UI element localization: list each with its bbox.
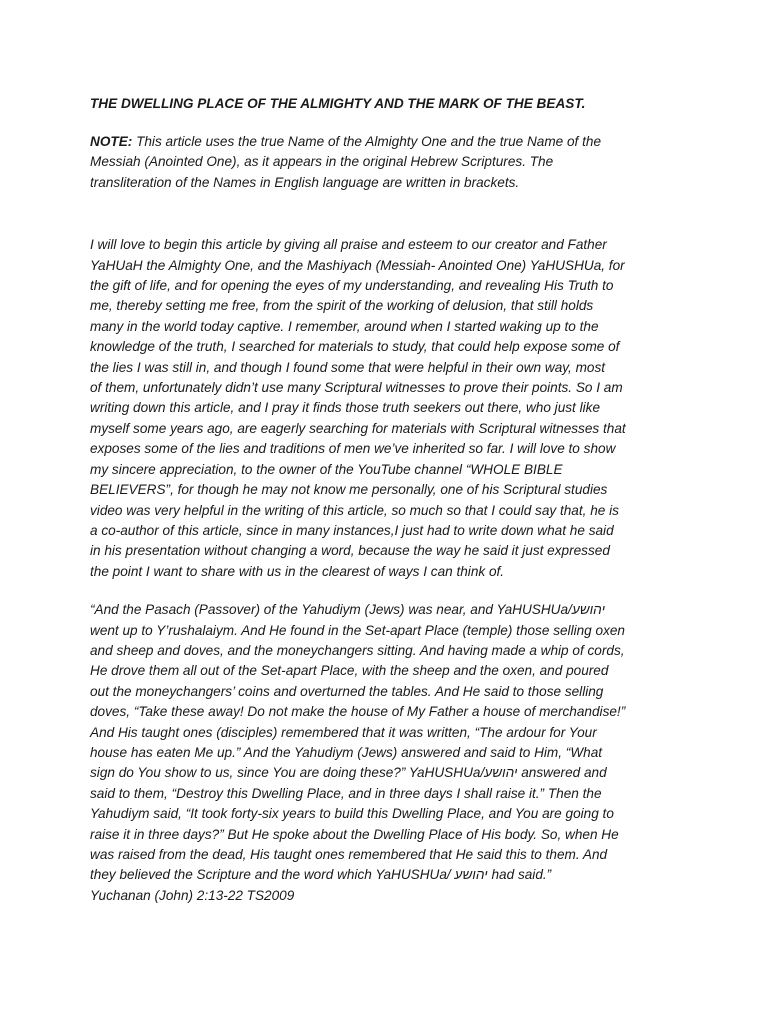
note-text-1: This article uses the true Name of the Almighty One and the true Name of the bbox=[132, 134, 602, 149]
note-line-1 bbox=[90, 132, 710, 152]
quote-line: said to them, “Destroy this Dwelling Place, and in three days I shall raise it.” Then the bbox=[90, 785, 602, 801]
scripture-quote-paragraph bbox=[90, 600, 710, 906]
quote-line: Yahudiym said, “It took forty-six years to build this Dwelling Place, and You are going to bbox=[90, 806, 614, 822]
intro-line: my sincere appreciation, to the owner of the YouTube channel “WHOLE BIBLE bbox=[90, 461, 563, 477]
intro-line: many in the world today captive. I remember, around when I started waking up to the bbox=[90, 318, 599, 334]
quote-line: they believed the Scripture and the word which YaHUSHUa/ יהושע had said.” bbox=[90, 867, 552, 883]
intro-line: the lies I was still in, and though I found some that were helpful in their own way, most bbox=[90, 359, 606, 375]
quote-line: out the moneychangers’ coins and overturned the tables. And He said to those selling bbox=[90, 683, 604, 699]
intro-line: of them, unfortunately didn’t use many Scriptural witnesses to prove their points. So I am bbox=[90, 380, 623, 396]
note-label: NOTE: bbox=[90, 134, 133, 149]
intro-line: writing down this article, and I pray it finds those truth seekers out there, who just like bbox=[90, 400, 601, 416]
quote-line: and sheep and doves, and the moneychangers sitting. And having made a whip of cords, bbox=[90, 642, 625, 658]
note-paragraph bbox=[90, 132, 710, 193]
intro-line: myself some years ago, are eagerly searching for materials with Scriptural witnesses that bbox=[90, 420, 626, 436]
document-title: THE DWELLING PLACE OF THE ALMIGHTY AND THE MARK OF THE BEAST. bbox=[90, 96, 586, 111]
intro-line: video was very helpful in the writing of this article, so much so that I could say that, he is bbox=[90, 502, 619, 518]
quote-line: He drove them all out of the Set-apart Place, with the sheep and the oxen, and poured bbox=[90, 663, 609, 679]
intro-line: BELIEVERS”, for though he may not know me personally, one of his Scriptural studies bbox=[90, 482, 608, 498]
intro-line: I will love to begin this article by giving all praise and esteem to our creator and Father bbox=[90, 237, 607, 253]
intro-line: the point I want to share with us in the clearest of ways I can think of. bbox=[90, 563, 505, 579]
quote-line: was raised from the dead, His taught ones remembered that He said this to them. And bbox=[90, 847, 608, 862]
quote-line: house has eaten Me up.” And the Yahudiym (Jews) answered and said to Him, “What bbox=[90, 744, 603, 760]
intro-line: exposes some of the lies and traditions of men we’ve inherited so far. I will love to show bbox=[90, 441, 616, 457]
intro-line: a co-author of this article, since in many instances,I just had to write down what he said bbox=[90, 522, 614, 538]
intro-line: knowledge of the truth, I searched for materials to study, that could help expose some of bbox=[90, 339, 620, 355]
document-page bbox=[90, 94, 710, 906]
intro-line: in his presentation without changing a word, because the way he said it just expressed bbox=[90, 543, 610, 559]
note-line-2: Messiah (Anointed One), as it appears in the original Hebrew Scriptures. The bbox=[90, 154, 554, 170]
quote-line: raise it in three days?” But He spoke about the Dwelling Place of His body. So, when He bbox=[90, 826, 619, 842]
intro-line: the gift of life, and for opening the eyes of my understanding, and revealing His Truth to bbox=[90, 278, 614, 294]
quote-line: “And the Pasach (Passover) of the Yahudiym (Jews) was near, and YaHUSHUa/יהושע bbox=[90, 602, 606, 618]
intro-line: YaHUaH the Almighty One, and the Mashiyach (Messiah- Anointed One) YaHUSHUa, for bbox=[90, 257, 625, 273]
note-line-3: transliteration of the Names in English language are written in brackets. bbox=[90, 174, 520, 190]
intro-paragraph bbox=[90, 235, 710, 582]
intro-line: me, thereby setting me free, from the spirit of the working of delusion, that still holds bbox=[90, 298, 594, 314]
quote-line: And His taught ones (disciples) remembered that it was written, “The ardour for Your bbox=[90, 724, 597, 740]
quote-line: went up to Y’rushalaiym. And He found in the Set-apart Place (temple) those selling oxen bbox=[90, 622, 625, 638]
scripture-reference: Yuchanan (John) 2:13-22 TS2009 bbox=[90, 887, 295, 903]
quote-line: doves, “Take these away! Do not make the house of My Father a house of merchandise!” bbox=[90, 704, 626, 720]
quote-line: sign do You show to us, since You are doing these?” YaHUSHUa/יהושע answered and bbox=[90, 765, 607, 781]
